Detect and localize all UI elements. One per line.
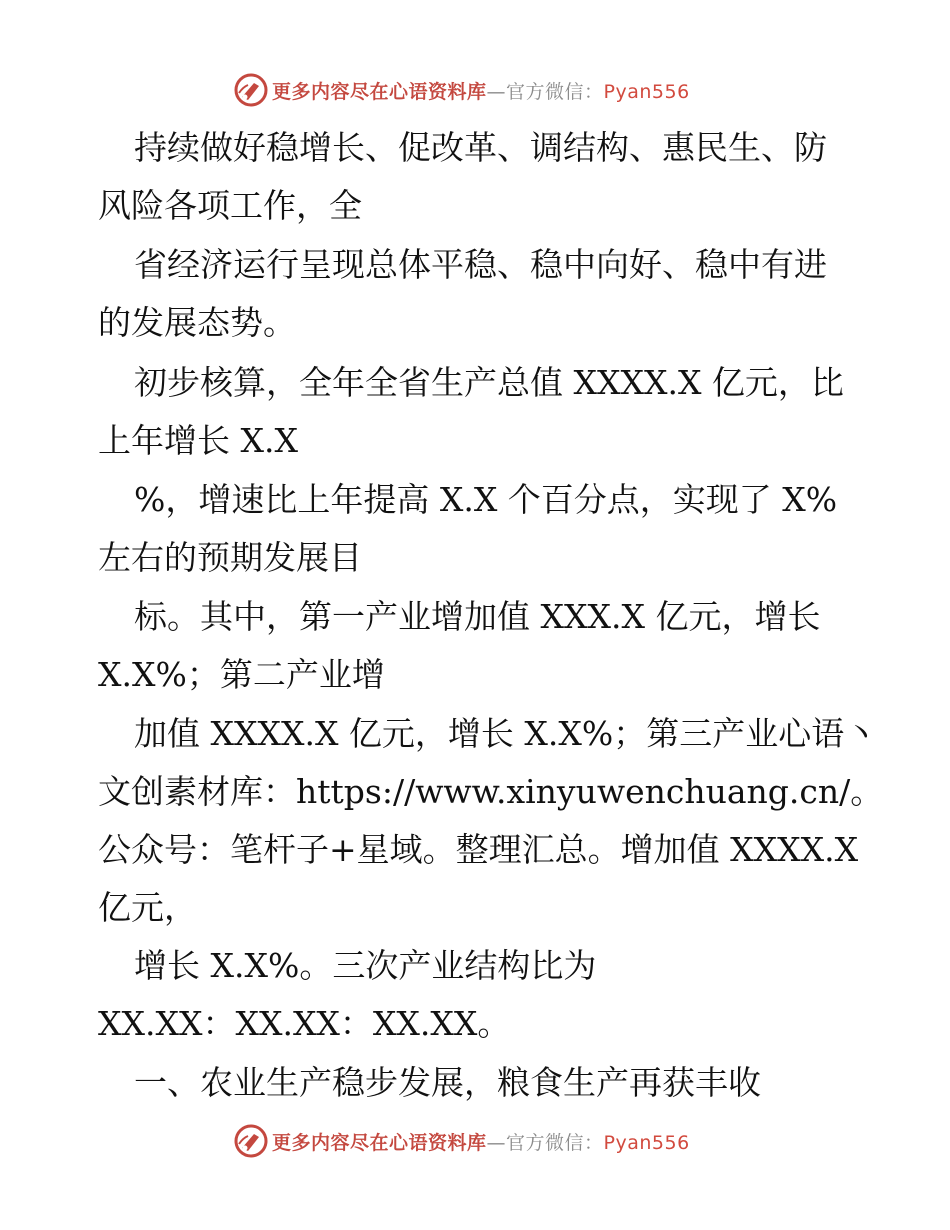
body-line: %，增速比上年提高 X.X 个百分点，实现了 X% (134, 480, 838, 519)
pen-nib-logo-icon (234, 1124, 268, 1158)
body-line: XX.XX：XX.XX：XX.XX。 (98, 1004, 511, 1043)
body-line: X.X%；第二产业增 (98, 655, 385, 694)
header-watermark (234, 72, 690, 108)
body-line: 文创素材库：https://www.xinyuwenchuang.cn/。 (98, 772, 884, 811)
watermark-wechat-id: Pyan556 (603, 80, 690, 103)
body-line: 左右的预期发展目 (98, 538, 362, 577)
body-line: 增长 X.X%。三次产业结构比为 (134, 946, 597, 985)
body-line: 上年增长 X.X (98, 421, 298, 460)
section-heading: 一、农业生产稳步发展，粮食生产再获丰收 (134, 1063, 761, 1102)
watermark-dash: — (486, 80, 507, 103)
footer-watermark (234, 1123, 690, 1159)
watermark-title: 更多内容尽在心语资料库 (272, 1131, 487, 1154)
body-line: 初步核算，全年全省生产总值 XXXX.X 亿元，比 (134, 363, 844, 402)
body-line: 持续做好稳增长、促改革、调结构、惠民生、防 (134, 128, 827, 167)
body-line: 的发展态势。 (98, 303, 296, 342)
body-line: 公众号：笔杆子+星域。整理汇总。增加值 XXXX.X (98, 830, 859, 869)
watermark-wechat-label: 官方微信： (506, 1131, 604, 1154)
watermark-dash: — (486, 1131, 507, 1154)
watermark-title: 更多内容尽在心语资料库 (272, 80, 487, 103)
body-line: 风险各项工作，全 (98, 186, 362, 225)
body-line: 加值 XXXX.X 亿元，增长 X.X%；第三产业心语丶 (134, 714, 878, 753)
body-line: 标。其中，第一产业增加值 XXX.X 亿元，增长 (134, 597, 821, 636)
watermark-wechat-label: 官方微信： (506, 80, 604, 103)
pen-nib-logo-icon (234, 73, 268, 107)
watermark-wechat-id: Pyan556 (603, 1131, 690, 1154)
body-line: 省经济运行呈现总体平稳、稳中向好、稳中有进 (134, 245, 827, 284)
body-line: 亿元， (98, 888, 197, 927)
